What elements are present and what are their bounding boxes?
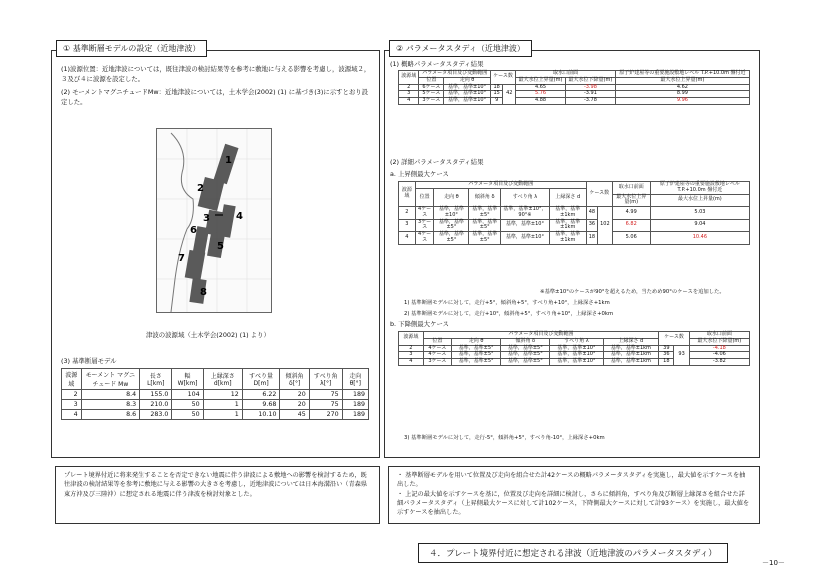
- th-dip: 傾斜角 δ: [469, 188, 501, 206]
- cell: 基準，基準±1km: [549, 207, 586, 220]
- th-max-down: 最大水位下降量(m): [689, 338, 749, 345]
- th-basin: 波源域: [399, 332, 424, 346]
- th-max-up: 最大水位上昇量(m): [612, 194, 650, 207]
- cell: 4ケース: [423, 345, 451, 352]
- map-label-8: 8: [200, 287, 207, 298]
- table-row: [399, 359, 750, 366]
- cell: 6ケース: [419, 84, 444, 91]
- cell: 基準，基準±10°，90°※: [501, 207, 550, 220]
- th-intake: 取水口前面: [516, 71, 616, 78]
- cell: 1: [203, 400, 242, 410]
- source-area-4: [218, 204, 235, 238]
- cell: 基準，基準±5°: [469, 232, 501, 245]
- map-label-5: 5: [217, 241, 224, 252]
- th-intake: 取水口前面: [612, 182, 650, 195]
- table-header-row: [62, 369, 369, 390]
- cell: 3: [399, 219, 416, 232]
- th-basin: 波源域: [399, 71, 419, 85]
- cell-highlight: 5.76: [516, 91, 566, 98]
- th-range: パラメータ項目及び変動範囲: [419, 71, 490, 78]
- cell: 3: [399, 91, 419, 98]
- cell-highlight: 6.82: [612, 219, 650, 232]
- th-site: 原子炉建屋等の重要施設敷地レベル T.P.+10.0m 盤付近: [650, 182, 749, 195]
- cell: 18: [586, 232, 597, 245]
- cell: 20: [280, 390, 309, 400]
- cell: 4.88: [516, 98, 566, 105]
- th-rake: すべり角 λ: [501, 188, 550, 206]
- map-label-3: 3: [203, 213, 210, 224]
- th-strike: 走向 θ: [444, 77, 491, 84]
- cell: 2: [399, 345, 424, 352]
- page-footer-title: ４．プレート境界付近に想定される津波（近地津波のパラメータスタディ）: [418, 543, 728, 563]
- left-para-2: (2) モーメントマグニチュードMw：近地津波については，土木学会(2002) (1) に基づき(3)に示すとおり設定した。: [61, 88, 369, 106]
- th-dip: 傾斜角 δ[°]: [280, 369, 309, 390]
- cell: 4: [399, 232, 416, 245]
- th-position: 位置: [419, 77, 444, 84]
- left-para-1: (1)波源位置：近地津波については，既往津波の検討結果等を参考に敷地に与える影響を考慮し，波源域２，３及び４に波源を設定した。: [61, 65, 371, 83]
- cell: 4.99: [612, 207, 650, 220]
- cell-total: 93: [674, 345, 689, 365]
- th-depth: 上縁深さ d[km]: [203, 369, 242, 390]
- right-summary-box: [388, 466, 760, 524]
- summary-item-1: ・ 基準断層モデルを用いて位置及び走向を組合せた計42ケースの概略パラメータスタディを実施し，最大値を示すケースを抽出した。: [397, 472, 746, 489]
- cell: 基準，基準±10°: [550, 345, 603, 352]
- cell: 基準，基準±1km: [603, 345, 659, 352]
- cell: 基準，基準±1km: [549, 232, 586, 245]
- s2a-title: a. 上昇側最大ケース: [390, 170, 449, 178]
- cell: -3.78: [565, 98, 615, 105]
- th-max-up: 最大水位上昇量(m): [516, 77, 566, 84]
- base-model-table: [61, 368, 369, 420]
- cell-highlight: -3.98: [565, 84, 615, 91]
- cell: 2: [399, 207, 416, 220]
- cell: 8.99: [615, 91, 749, 98]
- th-strike: 走向 θ: [451, 338, 500, 345]
- th-length: 長さ L[km]: [140, 369, 172, 390]
- th-position: 位置: [423, 338, 451, 345]
- cell: 9: [490, 98, 503, 105]
- th-max-down: 最大水位下降量(m): [565, 77, 615, 84]
- cell: 12: [203, 390, 242, 400]
- th-range: パラメータ項目及び変動範囲: [415, 182, 586, 189]
- cell: 8.4: [81, 390, 139, 400]
- cell: 基準，基準±10°: [444, 84, 491, 91]
- cell: 3ケース: [423, 359, 451, 366]
- s1-title: (1) 概略パラメータスタディ結果: [390, 60, 484, 68]
- cell: 2: [62, 390, 82, 400]
- cell: 基準，基準±1km: [603, 352, 659, 359]
- cell: 基準，基準±10°: [550, 359, 603, 366]
- table-title: (3) 基準断層モデル: [61, 357, 117, 365]
- s2-title: (2) 詳細パラメータスタディ結果: [390, 158, 484, 166]
- cell: 基準，基準±5°: [501, 345, 550, 352]
- map-label-1: 1: [225, 155, 232, 166]
- summary-item-2: ・ 上記の最大値を示すケースを基に，位置及び走向を詳細に検討し，さらに傾斜角，すべり角及び断層上縁深さを組合せた詳細パラメータスタディ（上昇側最大ケースに対して計102ケース，下降側最大ケースに対して計93ケース）を実施し，最大値を示すケースを抽出した。: [397, 490, 750, 517]
- source-area-map: [156, 128, 272, 313]
- cell: 8.3: [81, 400, 139, 410]
- table-row: [62, 410, 369, 420]
- th-depth: 上縁深さ d: [549, 188, 586, 206]
- cell: 50: [172, 400, 203, 410]
- cell-total: 42: [503, 84, 516, 104]
- table-row: [62, 400, 369, 410]
- cell: 8.6: [81, 410, 139, 420]
- th-intake: 取水口前面: [689, 332, 749, 339]
- map-svg: [157, 129, 271, 312]
- cell: 4ケース: [415, 207, 434, 220]
- map-label-6: 6: [190, 225, 197, 236]
- cell: 15: [490, 91, 503, 98]
- th-site-up: 最大水位上昇量(m): [615, 77, 749, 84]
- s2a-note-2: 2) 基準断層モデルに対して，走行+10°，傾斜角+5°，すべり角+10°，上縁深さ+0km: [404, 311, 614, 317]
- cell: 基準，基準±10°: [501, 219, 550, 232]
- cell: 基準，基準±5°: [434, 232, 469, 245]
- source-area-7: [185, 250, 206, 280]
- s2b-title: b. 下降側最大ケース: [390, 320, 449, 328]
- cell: 基準，基準±5°: [501, 352, 550, 359]
- cell: -4.06: [689, 352, 749, 359]
- th-basin: 波源域: [62, 369, 82, 390]
- cell: 基準，基準±5°: [451, 345, 500, 352]
- th-rake: すべり角 λ: [550, 338, 603, 345]
- cell: 6.22: [242, 390, 280, 400]
- cell: 45: [280, 410, 309, 420]
- cell: 基準，基準±1km: [603, 359, 659, 366]
- cell: 189: [342, 400, 368, 410]
- cell: 189: [342, 410, 368, 420]
- th-basin: 波源域: [399, 182, 416, 207]
- th-range: パラメータ項目及び変動範囲: [423, 332, 659, 339]
- cell: 2: [399, 84, 419, 91]
- cell: 5ケース: [419, 91, 444, 98]
- cell: 3: [62, 400, 82, 410]
- th-rake: すべり角 λ[°]: [309, 369, 342, 390]
- cell: 48: [586, 207, 597, 220]
- page-number: －10－: [762, 559, 785, 567]
- th-strike: 走向 θ[°]: [342, 369, 368, 390]
- cell: 1: [203, 410, 242, 420]
- map-label-4: 4: [236, 211, 243, 222]
- cell: 5.03: [650, 207, 749, 220]
- th-width: 幅 W[km]: [172, 369, 203, 390]
- cell: 4.62: [615, 84, 749, 91]
- cell: 4: [62, 410, 82, 420]
- cell: 189: [342, 390, 368, 400]
- cell-highlight: 10.46: [650, 232, 749, 245]
- cell: 210.0: [140, 400, 172, 410]
- cell: 基準，基準±10°: [550, 352, 603, 359]
- table-row: [399, 232, 750, 245]
- cell: 104: [172, 390, 203, 400]
- cell: 4: [399, 98, 419, 105]
- cell: 4ケース: [423, 352, 451, 359]
- right-section-title: ② パラメータスタディ（近地津波）: [389, 40, 532, 57]
- cell: 基準，基準±10°: [444, 91, 491, 98]
- th-mw: モーメント マグニチュード Mw: [81, 369, 139, 390]
- cell: 18: [659, 359, 674, 366]
- cell: 9.04: [650, 219, 749, 232]
- th-strike: 走向 θ: [434, 188, 469, 206]
- cell: 基準，基準±10°: [501, 232, 550, 245]
- cell: 3ケース: [415, 219, 434, 232]
- cell: 基準，基準±5°: [469, 207, 501, 220]
- s2a-note-0: ※基準±10°のケースが90°を超えるため，当ためめ90°のケースを追加した。: [540, 289, 725, 295]
- cell: 3: [399, 352, 424, 359]
- th-slip: すべり量 D[m]: [242, 369, 280, 390]
- cell: -3.91: [565, 91, 615, 98]
- cell: 270: [309, 410, 342, 420]
- cell: 20: [280, 400, 309, 410]
- cell: 10.10: [242, 410, 280, 420]
- th-site: 原子炉建屋等の重要施設敷地レベル T.P.+10.0m 盤付近: [615, 71, 749, 78]
- left-note-box: プレート境界付近に将来発生することを否定できない地震に伴う津波による敷地への影響を検討するため，既往津波の検討結果等を参考に敷地に与える影響の大きさを考慮し，近地津波については日本海溝沿い（青森県東方沖及び三陸沖）に想定される地震に伴う津波を検討対象とした。: [55, 466, 380, 524]
- cell: 50: [172, 410, 203, 420]
- cell: 基準，基準±5°: [469, 219, 501, 232]
- th-dip: 傾斜角 δ: [501, 338, 550, 345]
- cell: 基準，基準±1km: [549, 219, 586, 232]
- s2a-note-1: 1) 基準断層モデルに対して，走行+5°，傾斜角+5°，すべり角+10°，上縁深さ+1km: [404, 300, 610, 306]
- th-cases: ケース数: [490, 71, 515, 85]
- cell: 36: [659, 352, 674, 359]
- cell: 155.0: [140, 390, 172, 400]
- th-position: 位置: [415, 188, 434, 206]
- cell: 75: [309, 390, 342, 400]
- th-site-up: 最大水位上昇量(m): [650, 194, 749, 207]
- s2b-note-0: 3) 基準断層モデルに対して，走行-5°，傾斜角+5°，すべり角-10°，上縁深さ+0km: [404, 435, 605, 441]
- cell: 75: [309, 400, 342, 410]
- cell: 4: [399, 359, 424, 366]
- cell-highlight: 9.96: [615, 98, 749, 105]
- cell: 36: [586, 219, 597, 232]
- table-row: [399, 219, 750, 232]
- left-section-title: ① 基準断層モデルの設定（近地津波）: [56, 40, 207, 57]
- cell: 基準，基準±10°: [444, 98, 491, 105]
- th-cases: ケース数: [586, 182, 612, 207]
- cell: 4ケース: [415, 232, 434, 245]
- detail-up-table: [398, 181, 750, 245]
- th-depth: 上縁深さ d: [603, 338, 659, 345]
- cell: 283.0: [140, 410, 172, 420]
- cell: 基準，基準±10°: [434, 207, 469, 220]
- map-label-2: 2: [197, 183, 204, 194]
- right-panel: [384, 50, 760, 458]
- cell: -3.82: [689, 359, 749, 366]
- detail-down-table: [398, 331, 750, 366]
- cell: 基準，基準±5°: [451, 359, 500, 366]
- cell: 3ケース: [419, 98, 444, 105]
- summary-text-1: 基準断層モデルを用いて位置及び走向を組合せた計42ケースの概略パラメータスタディを実施し，最大値を示すケースを抽出した。: [397, 472, 746, 489]
- cell: 4.65: [516, 84, 566, 91]
- cell: 18: [490, 84, 503, 91]
- cell: 5.06: [612, 232, 650, 245]
- table-row: [62, 390, 369, 400]
- cell: 基準，基準±5°: [434, 219, 469, 232]
- map-caption: 津波の波源域（土木学会(2002) (1) より）: [146, 331, 270, 339]
- th-cases: ケース数: [659, 332, 690, 346]
- map-label-7: 7: [178, 253, 185, 264]
- coastline: [171, 133, 193, 312]
- cell-highlight: -4.18: [689, 345, 749, 352]
- cell-total: 102: [598, 207, 613, 245]
- table-row: [399, 98, 750, 105]
- cell: 9.68: [242, 400, 280, 410]
- cell: 基準，基準±5°: [501, 359, 550, 366]
- summary-text-2: 上記の最大値を示すケースを基に，位置及び走向を詳細に検討し，さらに傾斜角，すべり角及び断層上縁深さを組合せた詳細パラメータスタディ（上昇側最大ケースに対して計102ケース，下降側最大ケースに対して計93ケース）を実施し，最大値を示すケースを抽出した。: [397, 490, 750, 517]
- table-row: [399, 207, 750, 220]
- rough-study-table: [398, 70, 750, 105]
- cell: 39: [659, 345, 674, 352]
- cell: 基準，基準±5°: [451, 352, 500, 359]
